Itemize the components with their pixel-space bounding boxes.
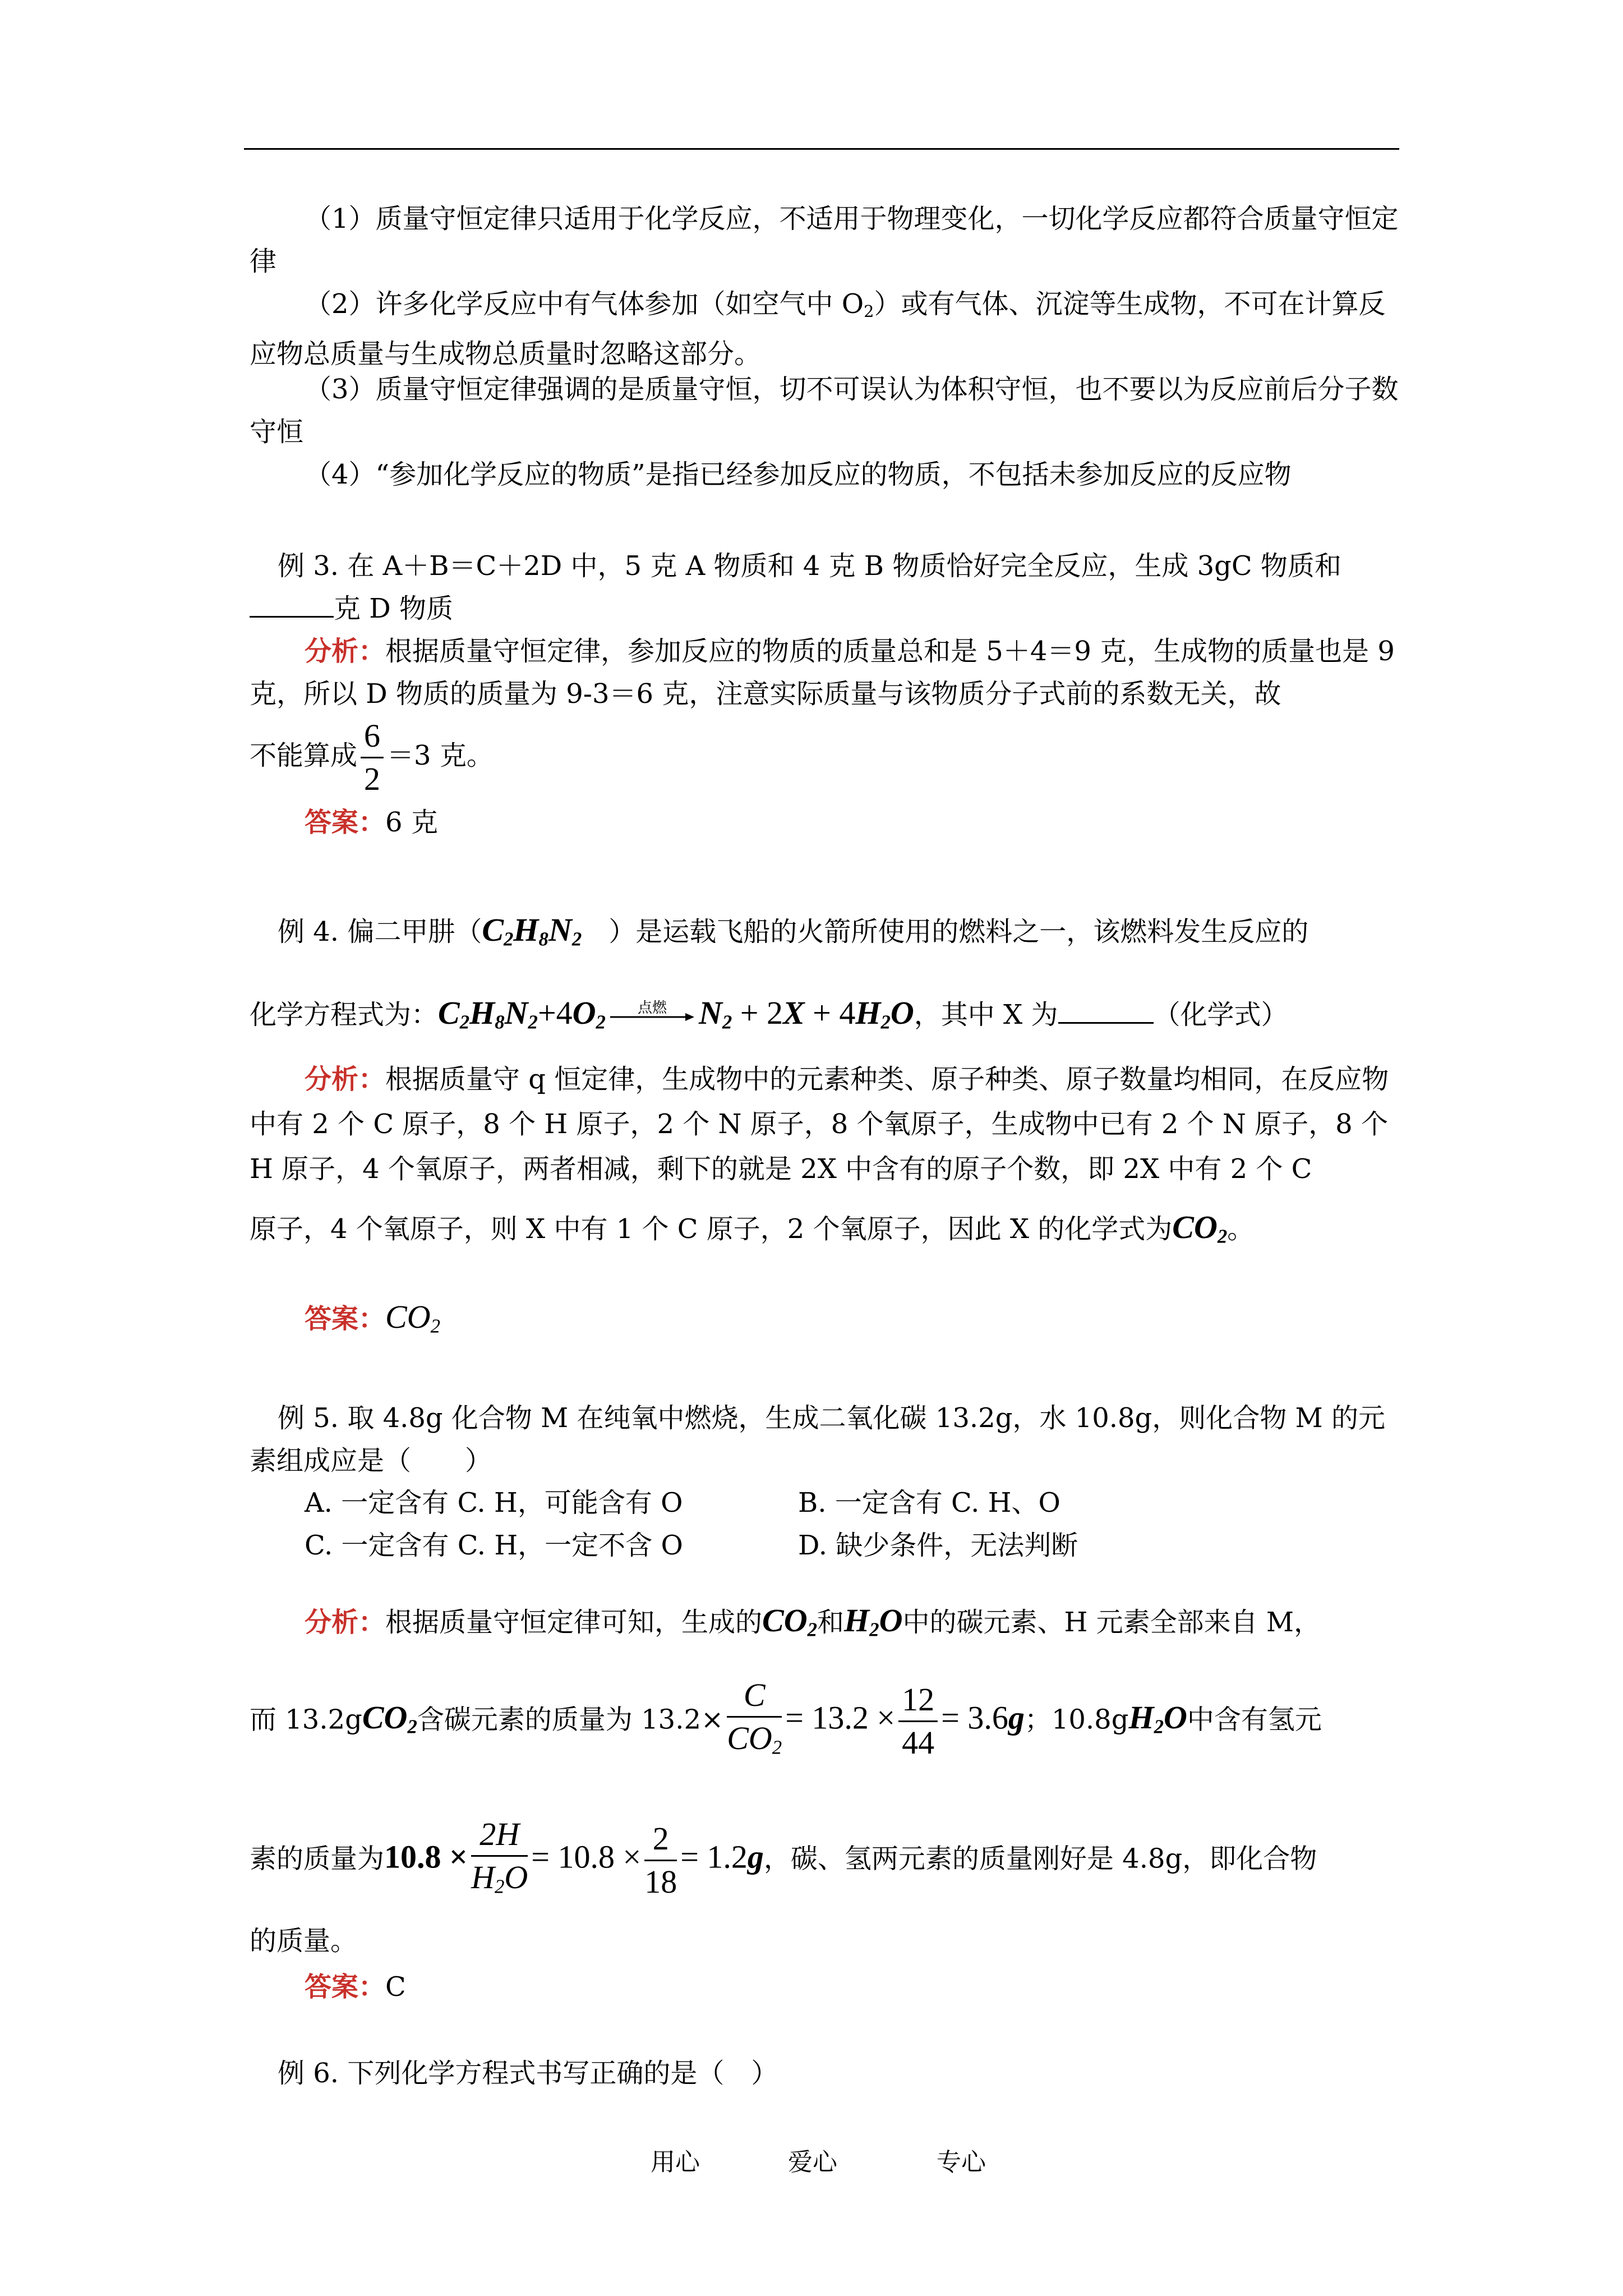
point-4: （4）“参加化学反应的物质”是指已经参加反应的物质，不包括未参加反应的反应物 bbox=[305, 459, 1292, 490]
example-5-question: 例 5. 取 4.8g 化合物 M 在纯氧中燃烧，生成二氧化碳 13.2g，水 10.8g，则化合物 M 的元素组成应是（ ） bbox=[250, 1402, 1385, 1476]
example-5-analysis-2: 而 13.2gCO$_2$含碳元素的质量为 13.2× $\frac{C}{CO_2}$ = 13.2 × $\frac{12}{44}$ = 3.6g；$10.8gH_2O$中含有氢元 bbox=[250, 1674, 1399, 1769]
footer-item: 爱心 bbox=[788, 2148, 837, 2177]
point-2: （2）许多化学反应中有气体参加（如空气中 $O_2$）或有气体、沉淀等生成物，不可在计算反应物总质量与生成物总质量时忽略这部分。 bbox=[250, 288, 1386, 370]
example-5-analysis-4: 的质量。 bbox=[250, 1925, 358, 1957]
example-4-answer: 答案：$CO_2$ bbox=[305, 1299, 440, 1337]
example-4-analysis-last: 原子，4 个氧原子，则 X 中有 1 个 C 原子，2 个氧原子，因此 X 的化学式为$CO_2$。 bbox=[250, 1209, 1255, 1248]
answer-blank bbox=[1058, 1000, 1154, 1024]
example-5-answer: 答案：C bbox=[305, 1971, 406, 2003]
example-3-analysis: 分析：根据质量守恒定律，参加反应的物质的质量总和是 5＋4＝9 克，生成物的质量也是 9 克，所以 D 物质的质量为 9-3＝6 克，注意实际质量与该物质分子式前的系数无关，故 bbox=[250, 636, 1395, 710]
example-4-analysis: 分析：根据质量守 q 恒定律，生成物中的元素种类、原子种类、原子数量均相同，在反应物中有 2 个 C 原子，8 个 H 原子，2 个 N 原子，8 个氧原子，生成物中已有 2 个 N 原子，8 个 H 原子，4 个氧原子，两者相减，剩下的就是 2X 中含有的原子个数，即 2X 中有 2 个 C bbox=[250, 1064, 1389, 1185]
point-3: （3）质量守恒定律强调的是质量守恒，切不可误认为体积守恒，也不要以为反应前后分子数守恒 bbox=[250, 374, 1399, 448]
example-4-equation: 化学方程式为：$C_2H_8N_2+4O_2$ 点燃 $N_2 + 2X + 4H_2O$，其中 X 为 （化学式） bbox=[250, 995, 1288, 1033]
fraction: $\frac{6}{2}$ bbox=[361, 715, 384, 800]
example-3-question: 例 3. 在 A＋B＝C＋2D 中，5 克 A 物质和 4 克 B 物质恰好完全反应，生成 3gC 物质和 克 D 物质 bbox=[250, 545, 1399, 630]
example-5-analysis-1: 分析：根据质量守恒定律可知，生成的$CO_2$和$H_2O$中的碳元素、H 元素全部来自 M， bbox=[305, 1602, 1321, 1641]
example-4-question: 例 4. 偏二甲肼（$C_2H_8N_2$ ）是运载飞船的火箭所使用的燃料之一，该燃料发生反应的 bbox=[278, 912, 1309, 950]
option-c: C. 一定含有 C. H，一定不含 O bbox=[305, 1530, 683, 1561]
example-5-analysis-3: 素的质量为10.8 × $\frac{2H}{H_2O}$ = 10.8 × $\frac{2}{18}$ = 1.2g，碳、氢两元素的质量刚好是 4.8g，即化合物 bbox=[250, 1814, 1399, 1908]
reaction-arrow: 点燃 bbox=[610, 1006, 694, 1028]
example-6-question: 例 6. 下列化学方程式书写正确的是（ ） bbox=[278, 2058, 778, 2089]
option-b: B. 一定含有 C. H、O bbox=[798, 1487, 1061, 1519]
option-a: A. 一定含有 C. H，可能含有 O bbox=[305, 1487, 683, 1519]
header-rule bbox=[244, 148, 1399, 150]
option-d: D. 缺少条件，无法判断 bbox=[798, 1530, 1078, 1561]
example-3-answer: 答案：6 克 bbox=[305, 807, 438, 838]
footer-item: 用心 bbox=[651, 2148, 700, 2177]
point-1: （1）质量守恒定律只适用于化学反应，不适用于物理变化，一切化学反应都符合质量守恒定律 bbox=[250, 203, 1399, 277]
example-3-analysis-tail: 不能算成 $\frac{6}{2}$ ＝3 克。 bbox=[250, 715, 1399, 800]
answer-blank bbox=[250, 593, 334, 618]
footer-item: 专心 bbox=[937, 2148, 986, 2177]
